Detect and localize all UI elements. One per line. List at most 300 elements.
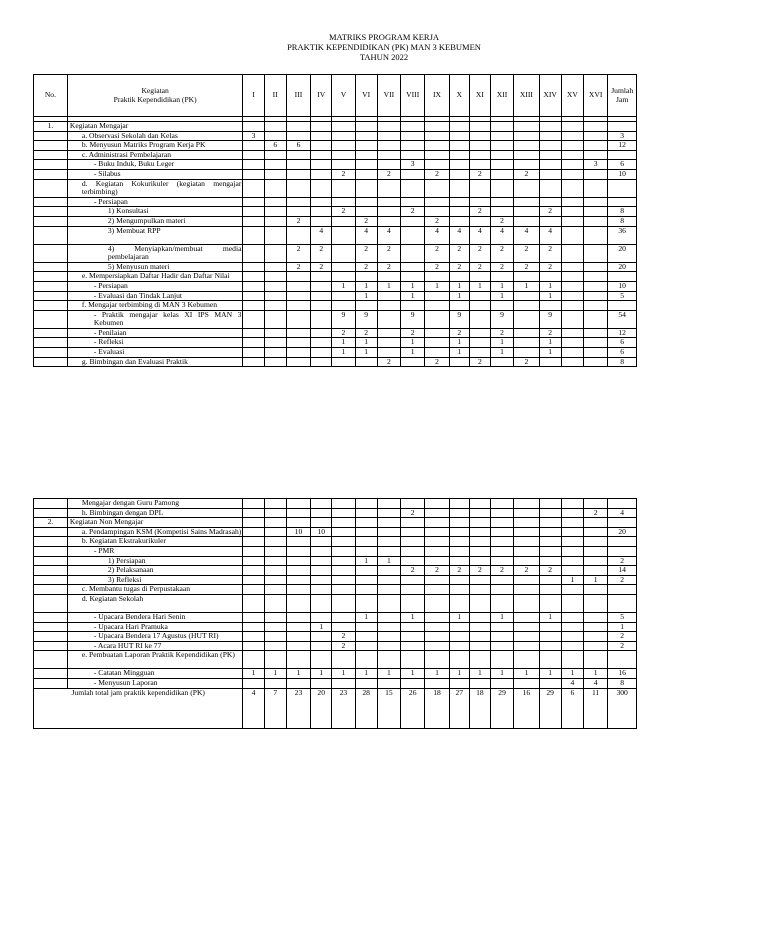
week-cell-xiv: 4 xyxy=(539,226,561,244)
week-total-i: 4 xyxy=(243,688,264,728)
week-cell-iii xyxy=(286,328,310,338)
week-cell-ii xyxy=(264,226,286,244)
week-cell-xiii xyxy=(514,537,539,547)
week-cell-i xyxy=(243,310,264,328)
week-cell-ii xyxy=(264,310,286,328)
week-cell-i xyxy=(243,527,264,537)
week-total-vi: 28 xyxy=(355,688,377,728)
week-cell-i xyxy=(243,641,264,651)
week-cell-iii xyxy=(286,301,310,311)
week-cell-xii xyxy=(490,527,513,537)
row-number xyxy=(34,226,68,244)
week-cell-xvi xyxy=(583,207,607,217)
week-cell-xv xyxy=(561,546,583,556)
week-cell-vi: 1 xyxy=(355,338,377,348)
week-cell-v: 2 xyxy=(332,632,355,642)
table-row xyxy=(34,641,637,651)
week-cell-v xyxy=(332,527,355,537)
week-cell-viii: 1 xyxy=(401,669,425,679)
activity-label: - Upacara Bendera 17 Agustus (HUT RI) xyxy=(67,632,243,642)
week-cell-ii: 6 xyxy=(264,141,286,151)
week-cell-iv xyxy=(311,499,332,509)
week-cell-vii xyxy=(377,310,400,328)
table-row xyxy=(34,499,637,509)
week-cell-xii xyxy=(490,499,513,509)
week-cell-ix xyxy=(425,150,449,160)
title-line-2: PRAKTIK KEPENDIDIKAN (PK) MAN 3 KEBUMEN xyxy=(287,42,481,52)
week-cell-xvi: 2 xyxy=(583,508,607,518)
week-cell-iv xyxy=(311,632,332,642)
week-cell-ii xyxy=(264,357,286,367)
header-kegiatan xyxy=(67,75,243,117)
week-cell-xv xyxy=(561,301,583,311)
week-cell-x xyxy=(449,641,469,651)
week-cell-ix xyxy=(425,556,449,566)
table-row xyxy=(34,291,637,301)
week-cell-xi xyxy=(469,197,490,207)
week-cell-xii xyxy=(490,122,513,132)
week-total-xiv: 29 xyxy=(539,688,561,728)
week-cell-xiv: 2 xyxy=(539,244,561,262)
total-hours-cell xyxy=(608,150,637,160)
week-cell-xiv xyxy=(539,141,561,151)
week-cell-iv xyxy=(311,537,332,547)
header-jumlah-line-1: Jumlah xyxy=(611,85,634,95)
week-cell-xiii xyxy=(514,585,539,595)
week-cell-vii xyxy=(377,508,400,518)
week-cell-ii xyxy=(264,216,286,226)
week-cell-iii xyxy=(286,338,310,348)
activity-label: Kegiatan Non Mengajar xyxy=(67,518,243,528)
week-cell-xiv: 1 xyxy=(539,669,561,679)
week-cell-iii xyxy=(286,575,310,585)
week-cell-vii xyxy=(377,141,400,151)
row-number xyxy=(34,291,68,301)
week-cell-x xyxy=(449,518,469,528)
week-cell-iv: 2 xyxy=(311,262,332,272)
week-cell-xiv xyxy=(539,179,561,197)
week-cell-x xyxy=(449,216,469,226)
week-cell-v: 2 xyxy=(332,207,355,217)
week-cell-v xyxy=(332,612,355,622)
week-cell-vii xyxy=(377,150,400,160)
week-cell-iv xyxy=(311,357,332,367)
week-cell-vii xyxy=(377,641,400,651)
week-cell-xiii: 2 xyxy=(514,244,539,262)
week-cell-ix xyxy=(425,632,449,642)
activity-label: 3) Membuat RPP xyxy=(67,226,243,244)
week-cell-xiii xyxy=(514,179,539,197)
week-cell-xv xyxy=(561,169,583,179)
week-cell-iii xyxy=(286,585,310,595)
week-cell-iii xyxy=(286,622,310,632)
week-cell-xii xyxy=(490,508,513,518)
week-cell-xi: 1 xyxy=(469,281,490,291)
week-cell-i xyxy=(243,122,264,132)
total-hours-cell xyxy=(608,546,637,556)
week-cell-xiii xyxy=(514,272,539,282)
header-week-1: I xyxy=(243,75,264,117)
week-cell-xv xyxy=(561,272,583,282)
week-cell-iv xyxy=(311,566,332,576)
activity-label: b. Menyusun Matriks Program Kerja PK xyxy=(67,141,243,151)
activity-label: - Acara HUT RI ke 77 xyxy=(67,641,243,651)
activity-label: - Upacara Bendera Hari Senin xyxy=(67,612,243,622)
activity-label: - Menyusun Laporan xyxy=(67,678,243,688)
week-cell-xii xyxy=(490,622,513,632)
week-cell-xiv xyxy=(539,546,561,556)
week-cell-x xyxy=(449,357,469,367)
table-row xyxy=(34,207,637,217)
week-cell-xvi xyxy=(583,310,607,328)
week-cell-xiv xyxy=(539,678,561,688)
week-cell-xv xyxy=(561,585,583,595)
week-cell-x: 2 xyxy=(449,244,469,262)
table-row xyxy=(34,281,637,291)
header-week-11: XI xyxy=(469,75,490,117)
total-hours-cell: 1 xyxy=(608,622,637,632)
row-number xyxy=(34,348,68,358)
table-row xyxy=(34,338,637,348)
week-cell-xvi xyxy=(583,169,607,179)
week-cell-ix xyxy=(425,197,449,207)
week-cell-i xyxy=(243,207,264,217)
document-title xyxy=(0,32,768,62)
activity-label: 1) Persiapan xyxy=(67,556,243,566)
week-cell-iv xyxy=(311,585,332,595)
week-cell-ix: 2 xyxy=(425,566,449,576)
week-cell-vi xyxy=(355,357,377,367)
week-cell-xiv: 1 xyxy=(539,612,561,622)
week-cell-xii xyxy=(490,585,513,595)
week-cell-vii xyxy=(377,566,400,576)
week-cell-xiii xyxy=(514,122,539,132)
week-cell-xvi xyxy=(583,301,607,311)
week-cell-xiii xyxy=(514,678,539,688)
activity-label: - Silabus xyxy=(67,169,243,179)
week-cell-vii xyxy=(377,651,400,669)
week-cell-xii: 2 xyxy=(490,216,513,226)
week-cell-xi: 2 xyxy=(469,566,490,576)
week-cell-vi xyxy=(355,546,377,556)
week-cell-v xyxy=(332,226,355,244)
week-cell-xiii xyxy=(514,594,539,612)
week-cell-x xyxy=(449,594,469,612)
week-cell-xiii xyxy=(514,556,539,566)
week-cell-ii: 1 xyxy=(264,669,286,679)
week-cell-i xyxy=(243,537,264,547)
week-cell-vii: 1 xyxy=(377,556,400,566)
week-cell-iv xyxy=(311,518,332,528)
week-cell-x xyxy=(449,160,469,170)
total-hours-cell xyxy=(608,122,637,132)
total-hours-cell: 6 xyxy=(608,338,637,348)
week-cell-xi: 2 xyxy=(469,244,490,262)
week-cell-x: 1 xyxy=(449,291,469,301)
week-cell-xvi xyxy=(583,197,607,207)
row-number xyxy=(34,141,68,151)
week-cell-ii xyxy=(264,527,286,537)
week-cell-vi xyxy=(355,141,377,151)
activity-label: - Upacara Hari Pramuka xyxy=(67,622,243,632)
week-cell-xiv: 9 xyxy=(539,310,561,328)
table-row xyxy=(34,197,637,207)
week-cell-ii xyxy=(264,262,286,272)
week-cell-xvi xyxy=(583,651,607,669)
total-hours-cell: 2 xyxy=(608,556,637,566)
week-cell-iv xyxy=(311,594,332,612)
week-cell-i xyxy=(243,226,264,244)
week-cell-x xyxy=(449,169,469,179)
week-cell-xiv xyxy=(539,585,561,595)
week-cell-xiv xyxy=(539,197,561,207)
week-cell-x xyxy=(449,556,469,566)
week-cell-ii xyxy=(264,244,286,262)
week-cell-xvi xyxy=(583,527,607,537)
week-cell-xv xyxy=(561,131,583,141)
week-cell-xiv: 1 xyxy=(539,348,561,358)
week-cell-iv: 1 xyxy=(311,669,332,679)
week-cell-ix xyxy=(425,651,449,669)
week-cell-x: 1 xyxy=(449,338,469,348)
week-cell-ii xyxy=(264,585,286,595)
week-cell-xv xyxy=(561,338,583,348)
activity-label: e. Pembuatan Laporan Praktik Kependidikan (PK) xyxy=(67,651,243,669)
week-cell-xiii xyxy=(514,301,539,311)
row-number xyxy=(34,179,68,197)
activity-label: - Catatan Mingguan xyxy=(67,669,243,679)
week-cell-viii: 1 xyxy=(401,612,425,622)
week-total-viii: 26 xyxy=(401,688,425,728)
week-cell-viii xyxy=(401,556,425,566)
activity-label: c. Membantu tugas di Perpustakaan xyxy=(67,585,243,595)
week-cell-xii xyxy=(490,518,513,528)
total-hours-cell: 2 xyxy=(608,575,637,585)
week-cell-i xyxy=(243,291,264,301)
week-cell-ix xyxy=(425,612,449,622)
header-week-12: XII xyxy=(490,75,513,117)
week-cell-iv: 4 xyxy=(311,226,332,244)
week-cell-v xyxy=(332,291,355,301)
row-number xyxy=(34,612,68,622)
week-cell-xi xyxy=(469,632,490,642)
week-cell-xii: 2 xyxy=(490,566,513,576)
week-cell-viii xyxy=(401,169,425,179)
row-number xyxy=(34,301,68,311)
table-row xyxy=(34,612,637,622)
week-cell-i xyxy=(243,678,264,688)
week-cell-vi xyxy=(355,150,377,160)
week-cell-v xyxy=(332,508,355,518)
week-cell-iv xyxy=(311,546,332,556)
week-cell-iv: 10 xyxy=(311,527,332,537)
week-cell-ix xyxy=(425,622,449,632)
week-cell-ii xyxy=(264,556,286,566)
week-cell-iii xyxy=(286,641,310,651)
week-cell-xvi xyxy=(583,150,607,160)
week-cell-v xyxy=(332,179,355,197)
week-cell-vii xyxy=(377,622,400,632)
row-number xyxy=(34,585,68,595)
week-cell-iii xyxy=(286,281,310,291)
week-cell-iv xyxy=(311,131,332,141)
week-cell-xiii xyxy=(514,527,539,537)
week-cell-iv xyxy=(311,122,332,132)
week-cell-iv xyxy=(311,508,332,518)
week-cell-xii: 2 xyxy=(490,244,513,262)
week-cell-xiii xyxy=(514,216,539,226)
week-cell-xvi xyxy=(583,641,607,651)
week-cell-vi xyxy=(355,272,377,282)
week-cell-v xyxy=(332,122,355,132)
week-cell-i xyxy=(243,518,264,528)
week-cell-xiv xyxy=(539,499,561,509)
week-cell-x xyxy=(449,622,469,632)
week-cell-vi xyxy=(355,499,377,509)
week-cell-ix: 2 xyxy=(425,169,449,179)
week-cell-xiii xyxy=(514,131,539,141)
week-cell-iii xyxy=(286,272,310,282)
week-cell-vi xyxy=(355,575,377,585)
week-cell-ii xyxy=(264,207,286,217)
row-number xyxy=(34,357,68,367)
week-cell-xv: 1 xyxy=(561,575,583,585)
week-cell-xiii xyxy=(514,141,539,151)
total-hours-cell: 2 xyxy=(608,632,637,642)
week-cell-ii xyxy=(264,632,286,642)
week-cell-xv xyxy=(561,651,583,669)
week-cell-x xyxy=(449,150,469,160)
week-cell-xvi xyxy=(583,566,607,576)
week-cell-x xyxy=(449,301,469,311)
week-cell-xii xyxy=(490,160,513,170)
header-week-13: XIII xyxy=(514,75,539,117)
week-cell-iv: 1 xyxy=(311,622,332,632)
week-cell-vii: 2 xyxy=(377,357,400,367)
week-cell-viii xyxy=(401,585,425,595)
row-number xyxy=(34,632,68,642)
table-row xyxy=(34,508,637,518)
week-cell-viii: 1 xyxy=(401,338,425,348)
row-number xyxy=(34,556,68,566)
header-week-3: III xyxy=(286,75,310,117)
week-cell-vii xyxy=(377,348,400,358)
total-hours-cell: 10 xyxy=(608,169,637,179)
header-week-9: IX xyxy=(425,75,449,117)
week-cell-viii xyxy=(401,262,425,272)
week-cell-i xyxy=(243,301,264,311)
week-cell-x: 9 xyxy=(449,310,469,328)
week-cell-x xyxy=(449,527,469,537)
week-cell-xi xyxy=(469,131,490,141)
week-cell-xi xyxy=(469,527,490,537)
title-line-3: TAHUN 2022 xyxy=(359,52,409,62)
week-cell-viii: 2 xyxy=(401,566,425,576)
week-cell-vii xyxy=(377,546,400,556)
week-cell-xvi xyxy=(583,226,607,244)
week-cell-ix: 1 xyxy=(425,669,449,679)
total-hours-cell xyxy=(608,585,637,595)
week-cell-xiii xyxy=(514,499,539,509)
week-cell-xii xyxy=(490,207,513,217)
week-cell-ix xyxy=(425,518,449,528)
week-cell-vii xyxy=(377,291,400,301)
week-cell-viii xyxy=(401,141,425,151)
week-cell-ix: 2 xyxy=(425,357,449,367)
week-cell-xiii xyxy=(514,518,539,528)
week-cell-xiii: 2 xyxy=(514,262,539,272)
week-cell-ix xyxy=(425,641,449,651)
week-cell-xvi: 1 xyxy=(583,575,607,585)
row-number xyxy=(34,207,68,217)
week-cell-xiv xyxy=(539,632,561,642)
week-cell-viii: 3 xyxy=(401,160,425,170)
week-cell-xii: 1 xyxy=(490,291,513,301)
row-number xyxy=(34,527,68,537)
week-cell-xiv: 1 xyxy=(539,338,561,348)
week-cell-vii: 1 xyxy=(377,281,400,291)
week-cell-i xyxy=(243,197,264,207)
week-cell-viii xyxy=(401,122,425,132)
week-cell-xii xyxy=(490,537,513,547)
week-cell-xii xyxy=(490,641,513,651)
week-cell-vi: 1 xyxy=(355,612,377,622)
week-cell-xi: 2 xyxy=(469,207,490,217)
table-body-page-1 xyxy=(34,122,637,367)
week-cell-x xyxy=(449,122,469,132)
grand-total-row xyxy=(34,688,637,728)
week-cell-xv xyxy=(561,622,583,632)
week-cell-i xyxy=(243,651,264,669)
week-cell-iii xyxy=(286,179,310,197)
header-week-8: VIII xyxy=(401,75,425,117)
activity-label: - Evaluasi dan Tindak Lanjut xyxy=(67,291,243,301)
table-row xyxy=(34,632,637,642)
week-cell-vii xyxy=(377,575,400,585)
week-cell-x: 1 xyxy=(449,348,469,358)
week-cell-xv xyxy=(561,328,583,338)
week-cell-vi xyxy=(355,537,377,547)
week-cell-x: 4 xyxy=(449,226,469,244)
week-cell-xiv xyxy=(539,518,561,528)
total-hours-cell: 16 xyxy=(608,669,637,679)
week-cell-ix xyxy=(425,546,449,556)
week-cell-xii xyxy=(490,169,513,179)
week-cell-xii xyxy=(490,150,513,160)
week-cell-xiv: 2 xyxy=(539,262,561,272)
week-cell-xi: 1 xyxy=(469,669,490,679)
week-cell-xvi xyxy=(583,518,607,528)
week-cell-i xyxy=(243,632,264,642)
week-cell-xvi xyxy=(583,141,607,151)
week-cell-v xyxy=(332,594,355,612)
week-cell-viii xyxy=(401,197,425,207)
activity-label: c. Administrasi Pembelajaran xyxy=(67,150,243,160)
week-cell-x: 1 xyxy=(449,669,469,679)
week-cell-xvi xyxy=(583,179,607,197)
week-cell-iv xyxy=(311,141,332,151)
week-cell-i xyxy=(243,585,264,595)
activity-label: - Evaluasi xyxy=(67,348,243,358)
total-hours-cell xyxy=(608,272,637,282)
week-cell-xi xyxy=(469,518,490,528)
week-cell-xvi: 3 xyxy=(583,160,607,170)
week-cell-xi xyxy=(469,622,490,632)
total-hours-cell xyxy=(608,651,637,669)
week-cell-viii xyxy=(401,301,425,311)
week-cell-xi: 2 xyxy=(469,357,490,367)
week-cell-iv xyxy=(311,651,332,669)
